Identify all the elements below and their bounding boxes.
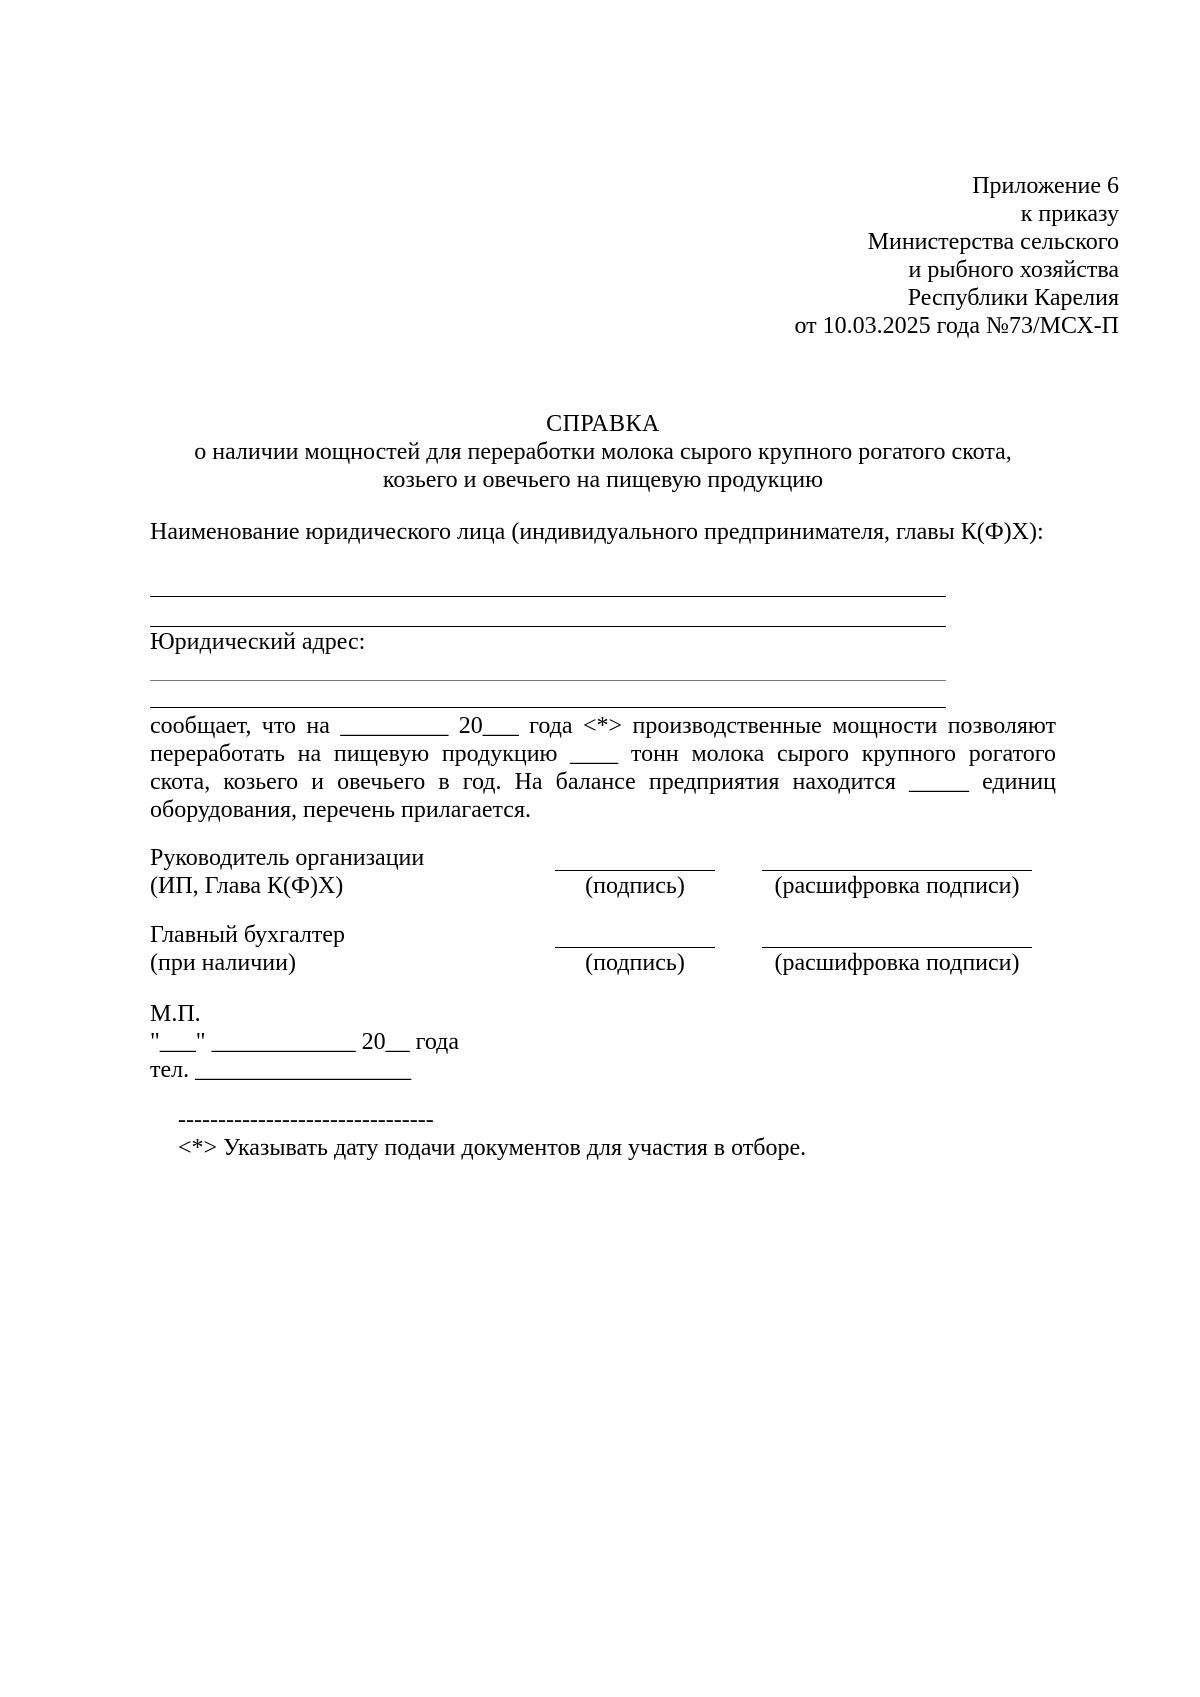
appendix-line: и рыбного хозяйства xyxy=(908,257,1119,283)
footnote-text: <*> Указывать дату подачи документов для участия в отборе. xyxy=(178,1135,807,1161)
appendix-line: к приказу xyxy=(1020,201,1119,227)
report-paragraph: сообщает, что на _________ 20___ года <*> производственные мощности позволяют переработать на пищевую продукцию ____ тонн молока сырого крупного рогатого скота, козьего и овечьего в год. На балансе предприятия находится _____ единиц оборудования, перечень прилагается. xyxy=(150,713,1056,823)
document-title: СПРАВКА xyxy=(546,411,660,437)
stamp-block xyxy=(150,1000,750,1084)
footnote-separator: -------------------------------- xyxy=(178,1107,434,1133)
signatory-label xyxy=(150,844,550,900)
entity-name-field-line[interactable] xyxy=(150,596,946,597)
appendix-line: Министерства сельского xyxy=(867,229,1119,255)
signature-decoding-caption: (расшифровка подписи) xyxy=(774,873,1020,899)
signatory-label-line: (при наличии) xyxy=(150,950,296,976)
appendix-block xyxy=(619,172,1119,340)
appendix-line: Приложение 6 xyxy=(972,173,1119,199)
signatory-label xyxy=(150,921,550,977)
signature-decoding-field-line[interactable] xyxy=(762,870,1032,871)
signatory-label-line: Главный бухгалтер xyxy=(150,922,345,948)
signature-field-line[interactable] xyxy=(555,947,715,948)
appendix-line: Республики Карелия xyxy=(907,285,1119,311)
entity-name-label: Наименование юридического лица (индивидуального предпринимателя, главы К(Ф)Х): xyxy=(150,519,1044,545)
signature-caption: (подпись) xyxy=(585,873,685,899)
signature-decoding-caption: (расшифровка подписи) xyxy=(774,950,1020,976)
legal-address-label: Юридический адрес: xyxy=(150,629,366,655)
title-block xyxy=(150,410,1056,494)
document-subtitle-line: козьего и овечьего на пищевую продукцию xyxy=(382,467,824,493)
signatory-label-line: Руководитель организации xyxy=(150,845,425,871)
signature-caption: (подпись) xyxy=(585,950,685,976)
signatory-label-line: (ИП, Глава К(Ф)Х) xyxy=(150,873,344,899)
signature-field-line[interactable] xyxy=(555,870,715,871)
stamp-place-label: М.П. xyxy=(150,1001,201,1027)
legal-address-field-line[interactable] xyxy=(150,707,946,708)
document-subtitle-line: о наличии мощностей для переработки молока сырого крупного рогатого скота, xyxy=(194,439,1012,465)
entity-name-field-line[interactable] xyxy=(150,626,946,627)
signature-decoding-field-line[interactable] xyxy=(762,947,1032,948)
phone-line[interactable]: тел. __________________ xyxy=(150,1057,412,1083)
legal-address-field-line[interactable] xyxy=(150,680,946,681)
signature-row-accountant xyxy=(150,921,1056,977)
signature-row-head xyxy=(150,844,1056,900)
appendix-line: от 10.03.2025 года №73/МСХ-П xyxy=(794,313,1119,339)
date-line[interactable]: "___" ____________ 20__ года xyxy=(150,1029,460,1055)
footnote-block xyxy=(178,1106,1078,1162)
